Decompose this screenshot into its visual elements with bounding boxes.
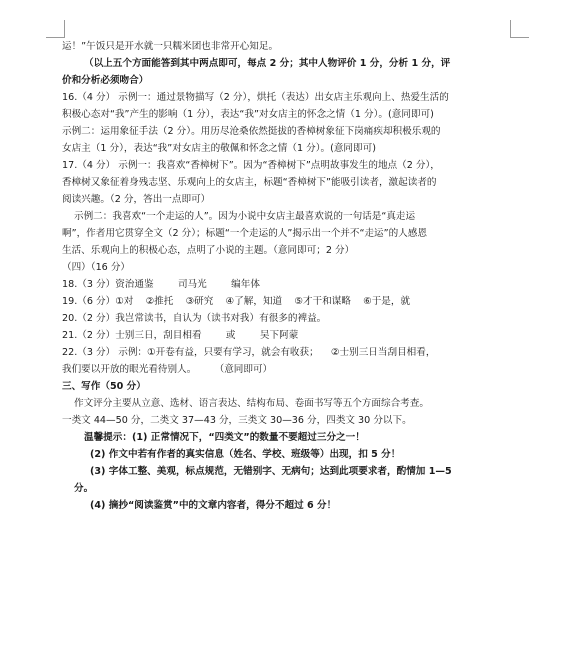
text-line: 阅读兴趣。（2 分，答出一点即可） (62, 194, 211, 205)
answer-16-line: 16.（4 分） 示例一：通过景物描写（2 分），烘托（表达）出女店主乐观向上、热爱生活的 (62, 92, 449, 103)
section-heading-writing: 三、写作（50 分） (62, 381, 146, 392)
text-line: 生活、乐观向上的积极心态，点明了小说的主题。（意同即可；2 分） (62, 245, 355, 256)
section-heading-4: （四）（16 分） (62, 262, 131, 273)
answer-19-line: 19.（6 分）①对 ②推托 ③研究 ④了解，知道 ⑤才干和谋略 ⑥于是，就 (62, 296, 411, 307)
text-line: 女店主（1 分），表达“我”对女店主的敬佩和怀念之情（1 分）。(意同即可) (62, 143, 376, 154)
text-line: 示例二：运用象征手法（2 分）。用历尽沧桑依然挺拔的香樟树象征下岗痛疾却积极乐观的 (62, 126, 441, 137)
text-line: 一类文 44—50 分，二类文 37—43 分，三类文 30—36 分，四类文 30 分以下。 (62, 415, 412, 426)
text-line: （以上五个方面能答到其中两点即可，每点 2 分；其中人物评价 1 分，分析 1 分，评 (84, 58, 451, 69)
text-line: 作文评分主要从立意、选材、语言表达、结构布局、卷面书写等五个方面综合考查。 (74, 398, 429, 409)
answer-18-line: 18.（3 分）资治通鉴 司马光 编年体 (62, 279, 260, 290)
text-line: 积极心态对“我”产生的影响（1 分），表达“我”对女店主的怀念之情（1 分）。(意同即可) (62, 109, 434, 120)
tip-line: 温馨提示：(1) 正常情况下，“四类文”的数量不要超过三分之一！ (84, 432, 365, 443)
tip-line: (2) 作文中若有作者的真实信息（姓名、学校、班级等）出现，扣 5 分！ (90, 449, 401, 460)
tip-line: (4) 摘抄“阅读鉴赏”中的文章内容者，得分不超过 6 分！ (90, 500, 337, 511)
crop-mark-left-vertical (64, 20, 65, 38)
answer-17-line: 17.（4 分） 示例一：我喜欢“香樟树下”。因为“香樟树下”点明故事发生的地点（2 分）， (62, 160, 440, 171)
text-line: 价和分析必须吻合） (62, 75, 149, 86)
text-line: 运！”午饭只是开水就一只糯米团也非常开心知足。 (62, 41, 279, 52)
crop-mark-right-vertical (510, 20, 511, 38)
document-body (62, 38, 517, 514)
tip-line: (3) 字体工整、美观，标点规范，无错别字、无病句；达到此项要求者，酌情加 1—5 (90, 466, 452, 477)
answer-20-line: 20.（2 分）我岂常读书，自认为（读书对我）有很多的裨益。 (62, 313, 327, 324)
text-line: 香樟树又象征着身残志坚、乐观向上的女店主，标题“香樟树下”能吸引读者，激起读者的 (62, 177, 437, 188)
tip-line: 分。 (74, 483, 94, 494)
answer-21-line: 21.（2 分）士别三日，刮目相看 或 吴下阿蒙 (62, 330, 299, 341)
text-line: 我们要以开放的眼光看待别人。 （意同即可） (62, 364, 273, 375)
text-line: 啊”，作者用它贯穿全文（2 分）；标题“一个走运的人”揭示出一个并不“走运”的人感恩 (62, 228, 427, 239)
text-line: 示例二：我喜欢“一个走运的人”。因为小说中女店主最喜欢说的一句话是“真走运 (74, 211, 416, 222)
answer-22-line: 22.（3 分） 示例：①开卷有益，只要有学习，就会有收获； ②士别三日当刮目相看， (62, 347, 436, 358)
